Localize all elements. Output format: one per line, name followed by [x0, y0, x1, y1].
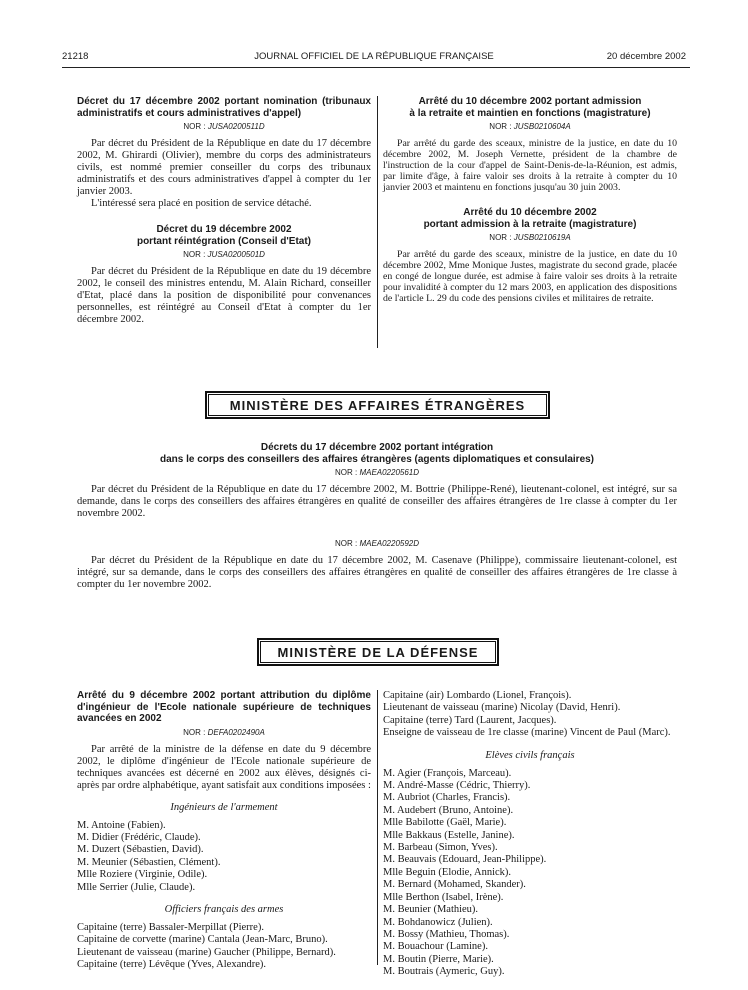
right-column-bottom: [383, 690, 677, 979]
list-item: Capitaine (terre) Tard (Laurent, Jacques).: [383, 714, 557, 726]
list-item: M. Beauvais (Edouard, Jean-Philippe).: [383, 854, 547, 866]
group1-title: Ingénieurs de l'armement: [170, 801, 278, 813]
decree1-title: Décret du 17 décembre 2002 portant nomination (tribunaux administratifs et cours administratives d'appel): [77, 96, 371, 119]
arrete1-title-line2: à la retraite et maintien en fonctions (magistrature): [409, 107, 651, 119]
list-item: M. Boutrais (Aymeric, Guy).: [383, 966, 505, 978]
group1-list: [77, 820, 371, 894]
list-item: Capitaine (terre) Lévêque (Yves, Alexandre).: [77, 959, 267, 971]
arrete2-paragraph: Par arrêté du garde des sceaux, ministre de la justice, en date du 10 décembre 2002, Mme Monique Justes, magistrate du second grade, placée en congé de longue durée, est admise à faire valoir ses droits à la retraite pour invalidité à compter du 12 mars 2003, en application des dispositions de l'article L. 29 du code des pensions civiles et militaires de retraite.: [383, 249, 677, 304]
list-item: Mlle Serrier (Julie, Claude).: [77, 881, 196, 893]
list-item: M. Bossy (Mathieu, Thomas).: [383, 928, 510, 940]
ministry-defense-heading: MINISTÈRE DE LA DÉFENSE: [260, 641, 496, 663]
decree1-paragraph: Par décret du Président de la République en date du 17 décembre 2002, M. Ghirardi (Olivier), membre du corps des administrateurs civils, est nommé premier conseiller du corps des tribunaux administratifs et des cours administratives d'appel à compter du 1er janvier 2003.: [77, 138, 371, 197]
decree1-nor: NOR : JUSA0200511D: [183, 122, 265, 131]
list-item: M. Beunier (Mathieu).: [383, 904, 479, 916]
left-column-bottom: [77, 690, 371, 972]
page-number: 21218: [62, 51, 89, 62]
journal-title: JOURNAL OFFICIEL DE LA RÉPUBLIQUE FRANÇAISE: [254, 51, 494, 62]
list-item: Mlle Roziere (Virginie, Odile).: [77, 869, 208, 881]
list-item: M. André-Masse (Cédric, Thierry).: [383, 780, 531, 792]
arrete2-title-line1: Arrêté du 10 décembre 2002: [463, 207, 597, 218]
list-item: Lieutenant de vaisseau (marine) Nicolay (David, Henri).: [383, 702, 621, 714]
group2-title: Officiers français des armes: [164, 903, 284, 915]
list-item: M. Antoine (Fabien).: [77, 819, 166, 831]
group2-list-left: [77, 922, 371, 972]
list-item: M. Boutin (Pierre, Marie).: [383, 953, 494, 965]
left-column-top: [77, 96, 371, 326]
arrete2-nor: NOR : JUSB0210619A: [489, 233, 571, 242]
group3-title: Elèves civils français: [485, 749, 575, 761]
issue-date: 20 décembre 2002: [606, 51, 686, 62]
list-item: M. Didier (Frédéric, Claude).: [77, 831, 201, 843]
ministry-foreign-heading-box: [205, 391, 550, 419]
foreign-paragraph-1: Par décret du Président de la République en date du 17 décembre 2002, M. Bottrie (Philippe-René), lieutenant-colonel, est intégré, sur sa demande, dans le corps des conseillers des affaires étrangères en qualité de conseiller des affaires étrangères de 1re classe à compter du 1er novembre 2002.: [77, 484, 677, 519]
list-item: Lieutenant de vaisseau (marine) Gaucher (Philippe, Bernard).: [77, 946, 336, 958]
column-divider-bottom: [377, 690, 378, 965]
group3-list: [383, 768, 677, 979]
list-item: M. Bohdanowicz (Julien).: [383, 916, 493, 928]
foreign-title-line2: dans le corps des conseillers des affaires étrangères (agents diplomatiques et consulaires): [159, 453, 595, 465]
header-rule: [62, 67, 690, 68]
list-item: M. Duzert (Sébastien, David).: [77, 844, 204, 856]
decree2-title-line2: portant réintégration (Conseil d'Etat): [136, 235, 312, 247]
decree2-paragraph: Par décret du Président de la République en date du 19 décembre 2002, le conseil des ministres entendu, M. Alain Richard, conseiller d'Etat, placé dans la position de disponibilité pour convenances personnelles, est réintégré au Conseil d'Etat à compter du 1er décembre 2002.: [77, 266, 371, 325]
list-item: Capitaine (air) Lombardo (Lionel, François).: [383, 690, 572, 701]
list-item: Mlle Berthon (Isabel, Irène).: [383, 891, 504, 903]
list-item: M. Agier (François, Marceau).: [383, 767, 512, 779]
arrete1-paragraph: Par arrêté du garde des sceaux, ministre de la justice, en date du 10 décembre 2002, M. Joseph Vernette, président de la chambre de l'instruction de la cour d'appel de Saint-Denis-de-la-Réunion, est admis, par limite d'âge, à faire valoir ses droits à la retraite à compter du 10 janvier 2003 et maintenu en fonctions jusqu'au 30 juin 2003.: [383, 138, 677, 193]
arrete2-title-line2: portant admission à la retraite (magistrature): [423, 218, 637, 230]
defense-paragraph: Par arrêté de la ministre de la défense en date du 9 décembre 2002, le diplôme d'ingénieur de l'Ecole nationale supérieure de techniques avancées est décerné en 2002 aux élèves, désignés ci-après par ordre alphabétique, ayant satisfait aux conditions imposées :: [77, 743, 371, 791]
list-item: Enseigne de vaisseau de 1re classe (marine) Vincent de Paul (Marc).: [383, 727, 671, 739]
list-item: Capitaine de corvette (marine) Cantala (Jean-Marc, Bruno).: [77, 934, 328, 946]
list-item: Mlle Bakkaus (Estelle, Janine).: [383, 829, 515, 841]
list-item: M. Meunier (Sébastien, Clément).: [77, 856, 221, 868]
list-item: M. Audebert (Bruno, Antoine).: [383, 804, 514, 816]
list-item: Mlle Beguin (Elodie, Annick).: [383, 866, 512, 878]
list-item: M. Barbeau (Simon, Yves).: [383, 842, 498, 854]
foreign-nor-1: NOR : MAEA0220561D: [334, 468, 420, 477]
right-column-top: [383, 96, 677, 304]
defense-nor: NOR : DEFA0202490A: [183, 727, 265, 737]
list-item: M. Aubriot (Charles, Francis).: [383, 792, 511, 804]
column-divider-top: [377, 96, 378, 348]
foreign-paragraph-2: Par décret du Président de la République en date du 17 décembre 2002, M. Casenave (Philippe), commissaire lieutenant-colonel, est intégré, sur sa demande, dans le corps des conseillers des affaires étrangères en qualité de conseiller des affaires étrangères de 1re classe à compter du 1er novembre 2002.: [77, 555, 677, 590]
foreign-nor-2: NOR : MAEA0220592D: [334, 539, 420, 548]
list-item: Capitaine (terre) Bassaler-Merpillat (Pierre).: [77, 921, 264, 933]
list-item: M. Bouachour (Lamine).: [383, 941, 488, 953]
foreign-affairs-section: [77, 442, 677, 591]
decree2-title-line1: Décret du 19 décembre 2002: [156, 224, 292, 235]
list-item: M. Bernard (Mohamed, Skander).: [383, 879, 526, 891]
foreign-title-line1: Décrets du 17 décembre 2002 portant intégration: [260, 442, 494, 453]
decree2-nor: NOR : JUSA0200501D: [183, 250, 265, 259]
list-item: Mlle Babilotte (Gaël, Marie).: [383, 817, 507, 829]
ministry-foreign-heading: MINISTÈRE DES AFFAIRES ÉTRANGÈRES: [208, 394, 547, 416]
group2-list-right: [383, 690, 677, 740]
decree1-paragraph-2: L'intéressé sera placé en position de service détaché.: [91, 198, 312, 209]
ministry-defense-heading-box: [257, 638, 499, 666]
arrete1-nor: NOR : JUSB0210604A: [489, 122, 571, 131]
defense-title: Arrêté du 9 décembre 2002 portant attribution du diplôme d'ingénieur de l'Ecole nationale supérieure de techniques avancées en 2002: [77, 690, 371, 724]
arrete1-title-line1: Arrêté du 10 décembre 2002 portant admission: [418, 96, 642, 107]
